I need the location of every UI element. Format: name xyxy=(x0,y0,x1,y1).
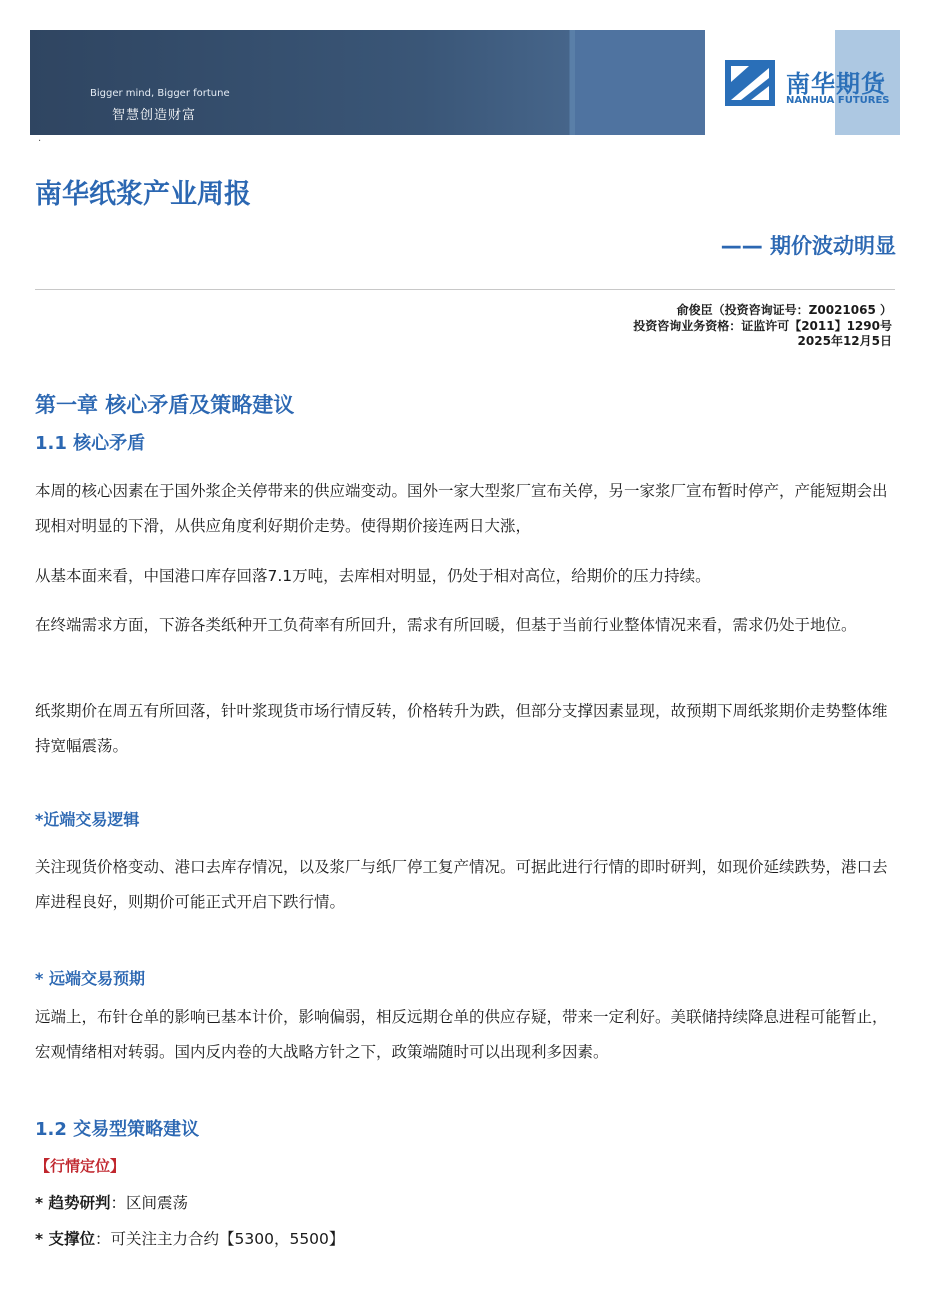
subheading-near-term: *近端交易逻辑 xyxy=(35,810,140,829)
paragraph: 纸浆期价在周五有所回落，针叶浆现货市场行情反转，价格转升为跌，但部分支撑因素显现，故预期下周纸浆期价走势整体维持宽幅震荡。 xyxy=(35,702,888,755)
paragraph: 关注现货价格变动、港口去库存情况，以及浆厂与纸厂停工复产情况。可据此进行行情的即时研判，如现价延续跌势，港口去库进程良好，则期价可能正式开启下跌行情。 xyxy=(35,858,888,911)
trend-item xyxy=(35,1191,188,1213)
banner-block xyxy=(575,30,705,135)
trend-value: ：区间震荡 xyxy=(110,1194,189,1212)
chapter-heading: 第一章 核心矛盾及策略建议 xyxy=(35,393,295,417)
author-line: 俞俊臣（投资咨询证号：Z0021065 ） xyxy=(676,303,892,317)
license-line: 投资咨询业务资格：证监许可【2011】1290号 xyxy=(633,319,892,333)
logo-text-english: NANHUA FUTURES xyxy=(786,95,890,106)
section-heading: 1.1 核心矛盾 xyxy=(35,433,146,454)
divider xyxy=(35,289,895,290)
slogan-english: Bigger mind, Bigger fortune xyxy=(90,88,230,99)
market-position-tag: 【行情定位】 xyxy=(35,1157,126,1175)
report-date: 2025年12月5日 xyxy=(797,334,892,348)
slogan-chinese: 智慧创造财富 xyxy=(112,108,197,123)
paragraph: 在终端需求方面，下游各类纸种开工负荷率有所回升，需求有所回暖，但基于当前行业整体情况来看，需求仍处于地位。 xyxy=(35,616,857,634)
logo-text-chinese: 南华期货 xyxy=(786,70,886,98)
support-value: ：可关注主力合约【5300，5500】 xyxy=(95,1230,345,1248)
report-subtitle: —— 期价波动明显 xyxy=(720,234,896,258)
paragraph: 远端上，布针仓单的影响已基本计价，影响偏弱，相反远期仓单的供应存疑，带来一定利好。美联储持续降息进程可能暂止，宏观情绪相对转弱。国内反内卷的大战略方针之下，政策端随时可以出现利多因素。 xyxy=(35,1008,888,1061)
section-heading: 1.2 交易型策略建议 xyxy=(35,1119,200,1140)
support-label: * 支撑位 xyxy=(35,1230,96,1248)
subheading-far-term: * 远端交易预期 xyxy=(35,969,145,988)
paragraph: 本周的核心因素在于国外浆企关停带来的供应端变动。国外一家大型浆厂宣布关停，另一家浆厂宣布暂时停产，产能短期会出现相对明显的下滑，从供应角度利好期价走势。使得期价接连两日大涨， xyxy=(35,482,888,535)
paragraph: 从基本面来看，中国港口库存回落7.1万吨，去库相对明显，仍处于相对高位，给期价的压力持续。 xyxy=(35,567,711,585)
report-title: 南华纸浆产业周报 xyxy=(35,179,251,210)
trend-label: * 趋势研判 xyxy=(35,1194,111,1212)
nanhua-logo-icon xyxy=(725,60,775,106)
support-item xyxy=(35,1227,344,1249)
page-marker: · xyxy=(38,136,42,147)
header-banner xyxy=(30,30,900,135)
